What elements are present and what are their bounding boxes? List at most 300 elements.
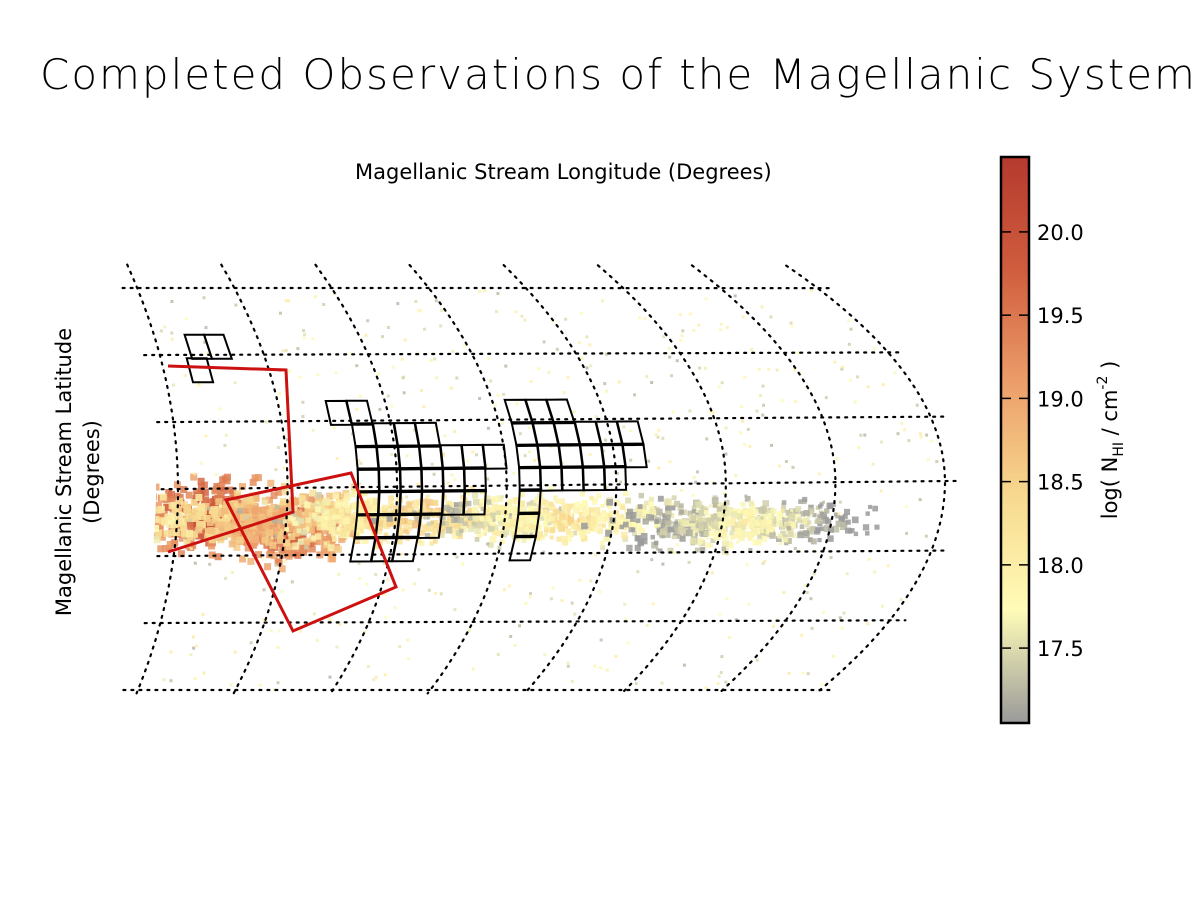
hi-pixel [335,371,338,374]
hi-pixel [483,289,486,292]
hi-pixel [654,519,659,524]
hi-pixel [277,681,280,684]
hi-pixel [239,556,246,563]
hi-pixel [450,387,453,390]
hi-pixel [219,505,222,508]
hi-pixel [835,457,838,460]
hi-pixel [455,377,458,380]
hi-pixel [486,543,489,546]
graticule-longitude-line [504,265,617,693]
hi-pixel [529,596,532,599]
hi-pixel [404,339,407,342]
hi-pixel [336,521,339,524]
hi-pixel [266,530,273,537]
hi-pixel [561,599,564,602]
hi-pixel [930,440,933,443]
hi-pixel [274,564,277,567]
hi-pixel [789,513,795,519]
hi-pixel [690,538,697,545]
hi-pixel [638,539,644,545]
hi-pixel [723,534,729,540]
hi-pixel [756,540,762,546]
hi-pixel [293,521,298,526]
hi-pixel [846,520,851,525]
hi-pixel [339,508,343,512]
hi-pixel [537,367,540,370]
hi-pixel [303,336,306,339]
graticule-latitude-line [144,352,904,355]
completed-field-box [358,468,379,492]
hi-pixel [696,470,699,473]
hi-pixel [649,507,655,513]
hi-pixel [412,522,418,528]
hi-pixel [698,522,703,527]
hi-pixel [490,536,497,543]
hi-pixel [907,439,910,442]
hi-pixel [554,510,559,515]
hi-pixel [903,428,906,431]
hi-pixel [935,460,938,463]
hi-pixel [144,504,151,511]
colorbar-tick-label: 20.0 [1037,220,1084,245]
hi-pixel [711,571,714,574]
hi-pixel [420,389,423,392]
hi-pixel [518,521,524,527]
hi-pixel [730,521,735,526]
hi-pixel [665,505,671,511]
hi-pixel [661,563,664,566]
hi-pixel [748,445,751,448]
hi-pixel [512,527,516,531]
hi-pixel [426,499,433,506]
hi-pixel [852,517,859,524]
hi-pixel [581,523,588,530]
hi-pixel [578,341,581,344]
hi-pixel [594,527,599,532]
hi-pixel [234,304,237,307]
hi-pixel [704,367,707,370]
hi-pixel [767,368,770,371]
hi-pixel [705,437,708,440]
hi-pixel [802,497,807,502]
hi-pixel [399,519,404,524]
hi-pixel [387,326,390,329]
hi-pixel [184,374,187,377]
hi-pixel [770,444,773,447]
hi-pixel [528,450,531,453]
hi-pixel [758,368,761,371]
hi-pixel [322,303,325,306]
hi-pixel [704,531,709,536]
hi-pixel [347,524,353,530]
graticule [123,265,962,694]
hi-pixel [880,441,883,444]
hi-pixel [566,528,572,534]
hi-pixel [750,348,753,351]
hi-pixel [866,511,870,515]
hi-pixel [668,356,671,359]
hi-pixel [761,414,764,417]
hi-pixel [522,538,527,543]
hi-pixel [756,659,759,662]
hi-pixel [155,507,162,514]
hi-pixel [711,525,714,528]
hi-pixel [547,371,550,374]
hi-pixel [388,501,394,507]
hi-pixel [524,454,527,457]
hi-pixel [274,468,277,471]
hi-pixel [150,493,157,500]
hi-pixel [324,542,327,545]
completed-field-box [516,445,540,469]
hi-pixel [636,518,641,523]
hi-pixel [720,655,723,658]
hi-pixel [503,588,506,591]
hi-pixel [863,524,869,530]
hi-pixel [508,499,513,504]
hi-pixel [477,522,484,529]
hi-pixel [365,583,368,586]
colorbar-bar [1001,157,1029,723]
hi-pixel [382,505,388,511]
hi-pixel [833,361,836,364]
hi-pixel [335,546,342,553]
hi-pixel [275,505,279,509]
hi-pixel [804,522,807,525]
hi-pixel [559,513,566,520]
hi-pixel [810,526,815,531]
hi-pixel [760,521,767,528]
hi-pixel [580,312,583,315]
hi-pixel [528,426,531,429]
hi-pixel [433,358,436,361]
hi-pixel [762,404,765,407]
hi-pixel [621,532,628,539]
hi-pixel [478,397,481,400]
hi-pixel [387,578,390,581]
hi-pixel [693,476,696,479]
hi-pixel [218,521,225,528]
hi-pixel [255,474,262,481]
hi-pixel [394,606,397,609]
hi-pixel [650,381,653,384]
hi-pixel [489,380,492,383]
hi-pixel [593,665,596,668]
hi-pixel [207,519,214,526]
hi-pixel [328,618,331,621]
hi-pixel [741,502,746,507]
hi-pixel [600,504,604,508]
hi-pixel [453,430,456,433]
hi-pixel [164,530,171,537]
hi-pixel [405,496,408,499]
hi-pixel [595,415,598,418]
hi-pixel [491,499,495,503]
hi-pixel [649,497,654,502]
hi-pixel [794,400,797,403]
hi-pixel [433,500,439,506]
hi-pixel [304,545,308,549]
hi-pixel [676,359,679,362]
hi-pixel [509,635,512,638]
hi-pixel [658,496,664,502]
hi-pixel [631,512,637,518]
hi-pixel [585,510,589,514]
hi-pixel [234,651,237,654]
hi-pixel [626,545,632,551]
completed-field-box [422,468,443,492]
hi-pixel [357,519,363,525]
hi-pixel [719,613,722,616]
hi-pixel [589,364,592,367]
hi-pixel [194,562,197,565]
hi-pixel [671,521,674,524]
hi-pixel [815,518,821,524]
hi-pixel [504,365,507,368]
hi-pixel [742,316,745,319]
hi-pixel [123,538,130,545]
hi-pixel [372,678,375,681]
hi-pixel [680,536,686,542]
hi-pixel [484,528,487,531]
hi-pixel [414,517,419,522]
hi-pixel [626,641,629,644]
hi-pixel [825,396,828,399]
hi-pixel [283,519,288,524]
hi-pixel [739,431,742,434]
hi-pixel [439,324,442,327]
hi-pixel [681,334,684,337]
hi-pixel [221,508,228,515]
hi-pixel [927,458,930,461]
hi-pixel [644,520,648,524]
hi-pixel [303,538,310,545]
hi-pixel [466,459,469,462]
hi-pixel [776,511,781,516]
hi-pixel [614,655,617,658]
hi-pixel [311,337,314,340]
hi-pixel [431,463,434,466]
colorbar [1001,157,1127,723]
hi-pixel [543,340,546,343]
hi-pixel [825,519,831,525]
hi-pixel [431,521,434,524]
x-axis-label: Magellanic Stream Longitude (Degrees) [355,160,772,184]
hi-pixel [508,507,515,514]
hi-pixel [802,672,805,675]
colorbar-label-prefix: log( N [1098,456,1122,520]
hi-pixel [743,443,746,446]
hi-pixel [705,542,711,548]
hi-pixel [396,302,399,305]
hi-pixel [371,505,377,511]
hi-pixel [501,495,504,498]
hi-pixel [160,494,167,501]
hi-pixel [735,528,742,535]
hi-pixel [170,679,173,682]
hi-pixel [112,505,119,512]
hi-pixel [487,357,490,360]
hi-pixel [282,349,285,352]
hi-pixel [616,514,621,519]
hi-pixel [299,630,302,633]
hi-pixel [529,592,532,595]
hi-pixel [494,505,499,510]
hi-pixel [163,678,166,681]
completed-field-box [519,467,541,491]
hi-pixel [286,479,289,482]
hi-pixel [743,376,746,379]
hi-pixel [843,612,846,615]
hi-pixel [265,421,268,424]
hi-pixel [447,482,450,485]
hi-pixel [223,444,226,447]
hi-pixel [785,515,788,518]
hi-pixel [288,533,291,536]
hi-pixel [897,432,900,435]
hi-pixel [782,591,785,594]
hi-pixel [508,585,511,588]
hi-pixel [657,436,660,439]
hi-pixel [668,347,671,350]
hi-pixel [573,507,579,513]
completed-field-box [415,423,440,447]
hi-pixel [525,602,528,605]
hi-pixel [600,639,603,642]
hi-pixel [779,542,782,545]
hi-pixel [742,531,748,537]
hi-pixel [874,525,879,530]
hi-pixel [709,504,712,507]
hi-pixel [585,335,588,338]
hi-pixel [271,536,274,539]
hi-pixel [519,432,522,435]
hi-pixel [338,515,342,519]
hi-pixel [520,315,523,318]
hi-pixel [170,300,173,303]
colorbar-label [1095,361,1127,520]
hi-pixel [810,289,813,292]
hi-pixel [277,446,280,449]
hi-pixel [387,541,390,544]
hi-pixel [229,541,236,548]
hi-pixel [343,502,349,508]
hi-pixel [333,426,336,429]
hi-pixel [275,534,278,537]
hi-pixel [314,295,317,298]
hi-pixel [189,653,192,656]
hi-pixel [306,517,311,522]
hi-pixel [324,517,327,520]
hi-pixel [900,598,903,601]
hi-pixel [296,347,299,350]
hi-pixel [518,624,521,627]
hi-pixel [509,516,512,519]
hi-pixel [502,393,505,396]
hi-pixel [495,310,498,313]
hi-pixel [769,315,772,318]
hi-pixel [746,563,749,566]
hi-pixel [818,472,821,475]
hi-pixel [689,409,692,412]
hi-pixel [623,491,628,496]
hi-pixel [471,451,474,454]
hi-pixel [783,537,789,543]
hi-pixel [455,524,460,529]
hi-pixel [302,329,305,332]
hi-pixel [772,625,775,628]
hi-pixel [724,453,727,456]
hi-pixel [730,535,735,540]
hi-pixel [880,490,883,493]
hi-pixel [604,439,607,442]
completed-field-box [462,445,486,469]
hi-pixel [699,526,704,531]
hi-pixel [218,407,221,410]
hi-pixel [722,547,727,552]
hi-pixel [427,522,432,527]
hi-pixel [603,512,608,517]
hi-pixel [387,516,393,522]
hi-pixel [848,529,853,534]
hi-pixel [148,501,155,508]
hi-pixel [919,498,922,501]
hi-pixel [288,516,293,521]
hi-pixel [134,515,141,522]
completed-field-box [580,444,604,468]
graticule-longitude-line [127,265,178,694]
hi-pixel [192,635,195,638]
colorbar-label-sup: -2 [1095,375,1111,390]
hi-pixel [390,453,393,456]
hi-pixel [351,491,357,497]
hi-pixel [237,508,243,514]
hi-pixel [143,510,150,517]
hi-pixel [277,537,284,544]
hi-pixel [435,376,438,379]
hi-pixel [202,489,209,496]
hi-pixel [407,657,410,660]
hi-pixel [468,629,471,632]
hi-pixel [638,504,643,509]
hi-pixel [788,531,794,537]
hi-pixel [762,500,769,507]
hi-pixel [549,502,554,507]
colorbar-label-suffix: ) [1098,360,1122,376]
hi-pixel [841,627,844,630]
hi-pixel [777,534,782,539]
hi-pixel [757,534,762,539]
hi-pixel [139,512,146,519]
hi-pixel [472,492,478,498]
hi-pixel [175,520,182,527]
hi-pixel [262,500,267,505]
hi-pixel [332,537,337,542]
hi-pixel [821,683,824,686]
hi-pixel [665,515,671,521]
hi-pixel [279,312,282,315]
hi-pixel [717,507,722,512]
hi-pixel [561,536,568,543]
completed-field-box [187,358,213,382]
hi-pixel [704,297,707,300]
hi-pixel [759,394,762,397]
hi-pixel [594,554,597,557]
hi-pixel [647,460,650,463]
hi-pixel [679,510,684,515]
hi-pixel [722,541,729,548]
hi-pixel [822,611,825,614]
